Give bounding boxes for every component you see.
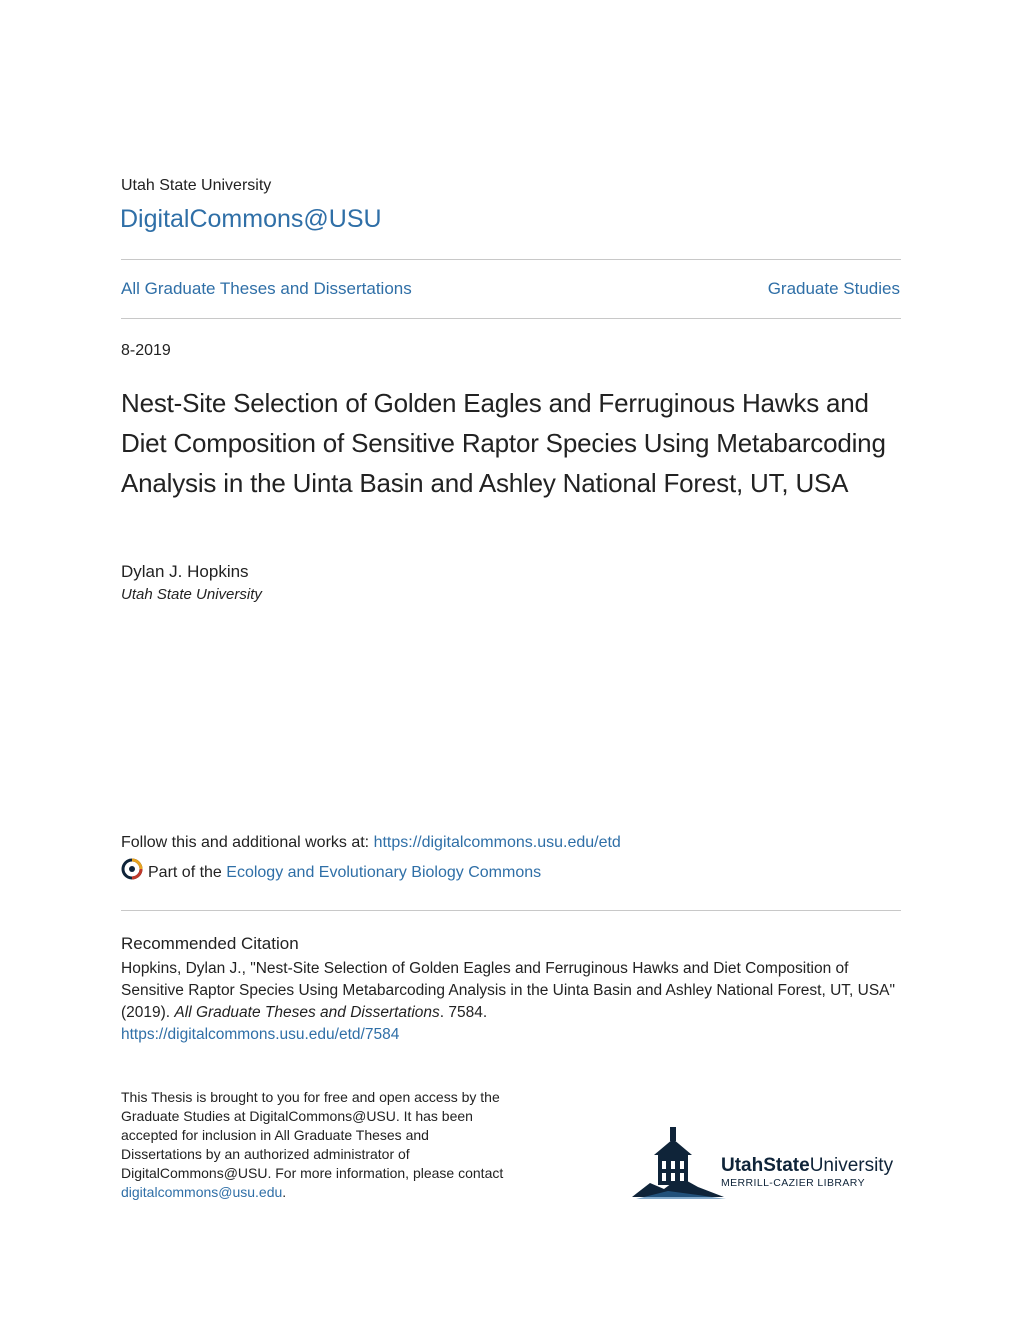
follow-prefix: Follow this and additional works at: [121,834,374,851]
part-of-line [121,862,541,884]
author-name: Dylan J. Hopkins [121,562,249,581]
department-link[interactable]: Graduate Studies [767,279,900,298]
repository-link[interactable]: DigitalCommons@USU [120,205,382,233]
partof-prefix: Part of the [148,864,222,881]
open-access-icon [121,858,143,880]
contact-email-link[interactable]: digitalcommons@usu.edu [121,1184,283,1200]
publication-date: 8-2019 [121,342,171,359]
logo-wordmark [721,1155,893,1189]
document-title: Nest-Site Selection of Golden Eagles and Ferruginous Hawks and Diet Composition of Sensitive Raptor Species Using Metabarcoding Analysis in the Uinta Basin and Ashley National Forest, UT, USA [121,388,886,498]
divider-middle [121,318,901,319]
access-statement-end: . [282,1184,287,1200]
logo-university-name [721,1155,893,1177]
citation-url-link[interactable]: https://digitalcommons.usu.edu/etd/7584 [121,1026,400,1043]
divider-bottom [121,910,901,911]
institution-name: Utah State University [121,177,272,194]
library-logo [628,1125,903,1201]
logo-name-light: University [809,1155,894,1176]
ecology-commons-link[interactable]: Ecology and Evolutionary Biology Commons [226,864,542,881]
citation-block [121,958,906,1046]
citation-number: . 7584. [439,1004,488,1021]
series-link[interactable]: All Graduate Theses and Dissertations [121,279,412,298]
follow-line [121,834,621,852]
citation-series: All Graduate Theses and Dissertations [174,1004,440,1021]
library-building-icon [628,1125,728,1201]
access-statement [121,1088,511,1202]
divider-top [121,259,901,260]
access-statement-text: This Thesis is brought to you for free and open access by the Graduate Studies at DigitalCommons@USU. It has been accepted for inclusion in All Graduate Theses and Dissertations by an authorized administrator of DigitalCommons@USU. For more information, please contact [121,1089,504,1181]
logo-library-name: MERRILL-CAZIER LIBRARY [721,1177,865,1189]
citation-heading: Recommended Citation [121,934,299,953]
follow-url-link[interactable]: https://digitalcommons.usu.edu/etd [373,834,621,851]
author-affiliation: Utah State University [121,586,262,603]
citation-text: Hopkins, Dylan J., "Nest-Site Selection of Golden Eagles and Ferruginous Hawks and Diet Composition of Sensitive Raptor Species Using Metabarcoding Analysis in the Uinta Basin and Ashley National Forest, UT, USA" (2019). [121,960,896,1021]
logo-name-bold: UtahState [721,1155,810,1176]
